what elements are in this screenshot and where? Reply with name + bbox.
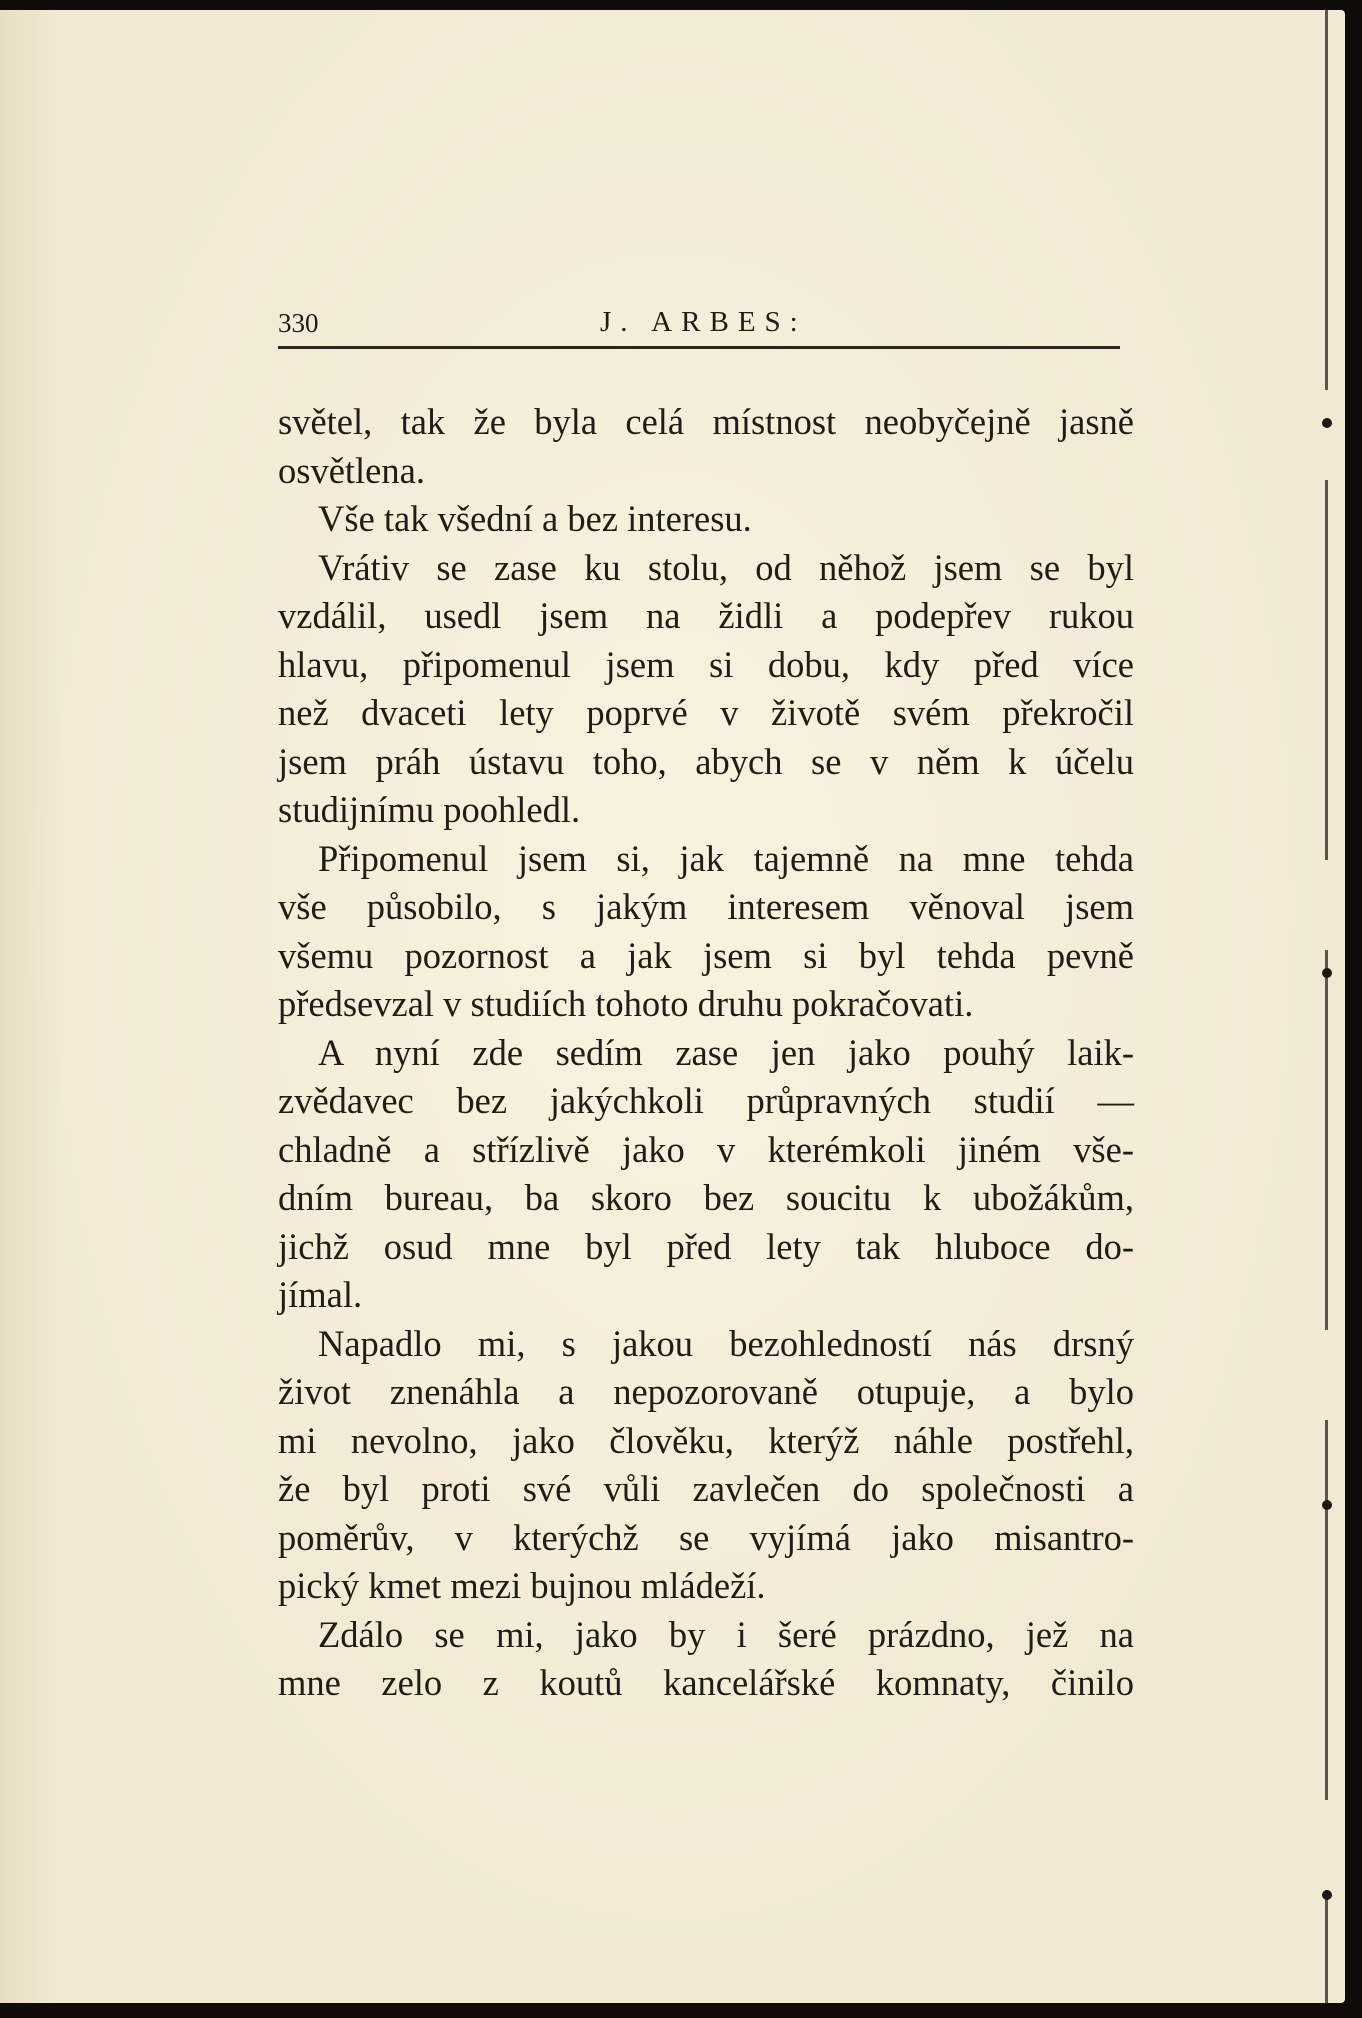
page-spine-edge [1325,10,1328,2003]
text-line: vzdálil, usedl jsem na židli a podepřev rukou [278,595,1134,636]
spine-mark [1322,968,1332,978]
text-line: že byl proti své vůli zavlečen do společnosti a [278,1468,1134,1509]
paragraph [278,1320,1134,1611]
spine-mark [1322,1890,1332,1900]
text-line: Připomenul jsem si, jak tajemně na mne tehda [318,837,1134,879]
paragraph [278,835,1134,1029]
text-line: studijnímu poohledl. [278,789,581,830]
paragraph [278,1611,1134,1708]
text-line: poměrův, v kterýchž se vyjímá jako misantro- [278,1516,1134,1558]
text-line: Zdálo se mi, jako by i šeré prázdno, jež na [318,1613,1134,1655]
spine-mark [1322,418,1332,428]
text-line: mne zelo z koutů kancelářské komnaty, činilo [278,1662,1134,1703]
text-line: A nyní zde sedím zase jen jako pouhý laik- [318,1031,1134,1073]
paragraph [278,544,1134,835]
text-line: hlavu, připomenul jsem si dobu, kdy před více [278,643,1134,685]
text-line: pický kmet mezi bujnou mládeží. [278,1565,766,1606]
text-line: Vše tak všední a bez interesu. [318,498,752,539]
page-number: 330 [278,308,319,338]
text-line: osvětlena. [278,449,425,491]
text-line: Napadlo mi, s jakou bezohledností nás drsný [318,1322,1134,1364]
spine-mark [1322,1500,1332,1510]
page-header [278,302,1120,349]
paragraph [278,1029,1134,1320]
text-line: než dvaceti lety poprvé v životě svém překročil [278,692,1134,733]
text-line: zvědavec bez jakýchkoli průpravných studií — [278,1080,1134,1121]
text-line: mi nevolno, jako člověku, kterýž náhle postřehl, [278,1419,1134,1461]
paragraph [278,495,1134,544]
text-line: život znenáhla a nepozorovaně otupuje, a bylo [278,1371,1134,1412]
text-line: jsem práh ústavu toho, abych se v něm k účelu [278,740,1134,782]
text-line: jímal. [278,1274,363,1315]
text-line: všemu pozornost a jak jsem si byl tehda pevně [278,934,1134,976]
text-line: předsevzal v studiích tohoto druhu pokračovati. [278,983,974,1024]
text-line: jichž osud mne byl před lety tak hluboce do- [278,1225,1134,1267]
text-line: chladně a střízlivě jako v kterémkoli jiném vše- [278,1128,1134,1170]
running-head: J. ARBES: [600,306,807,338]
text-line: světel, tak že byla celá místnost neobyčejně jasně [278,401,1134,442]
text-line: vše působilo, s jakým interesem věnoval jsem [278,886,1134,927]
body-text [278,398,1134,1708]
text-line: Vrátiv se zase ku stolu, od něhož jsem se byl [318,546,1134,588]
paragraph [278,398,1134,495]
text-line: dním bureau, ba skoro bez soucitu k ubožákům, [278,1177,1134,1218]
